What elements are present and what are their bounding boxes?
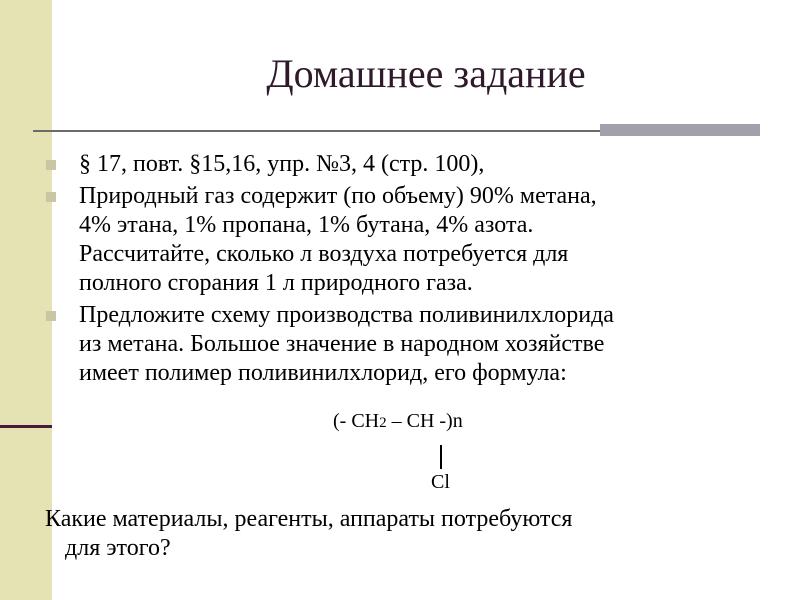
pvc-formula xyxy=(333,409,463,435)
bullet-line: Предложите схему производства поливинилхлорида xyxy=(79,302,614,328)
bullet-item-homework xyxy=(45,150,765,179)
slide-title: Домашнее задание xyxy=(266,51,586,96)
formula-rest: – CH -)n xyxy=(386,410,463,432)
bullet-line: § 17, повт. §15,16, упр. №3, 4 (стр. 100), xyxy=(79,151,485,177)
title-divider-accent xyxy=(600,124,760,136)
bullet-list xyxy=(45,150,765,391)
bullet-line: из метана. Большое значение в народном хозяйстве xyxy=(79,331,605,357)
formula-substituent: Cl xyxy=(431,471,450,493)
bullet-item-gas-problem xyxy=(45,182,765,298)
formula-open: (- CH xyxy=(333,410,380,432)
bullet-square-icon xyxy=(46,160,56,170)
bullet-line: 4% этана, 1% пропана, 1% бутана, 4% азота. xyxy=(79,212,534,238)
bullet-line: имеет полимер поливинилхлорид, его формула: xyxy=(79,360,567,386)
bullet-square-icon xyxy=(46,311,56,321)
left-accent-rule xyxy=(0,425,52,428)
bullet-item-pvc-scheme xyxy=(45,301,765,388)
question-line: для этого? xyxy=(65,535,171,561)
closing-question xyxy=(45,505,765,563)
bullet-line: полного сгорания 1 л природного газа. xyxy=(79,270,473,296)
formula-bond-line xyxy=(440,445,442,469)
bullet-square-icon xyxy=(46,192,56,202)
bullet-line: Природный газ содержит (по объему) 90% метана, xyxy=(79,183,597,209)
bullet-line: Рассчитайте, сколько л воздуха потребуется для xyxy=(79,241,569,267)
formula-subscript: 2 xyxy=(379,415,387,431)
question-line: Какие материалы, реагенты, аппараты потребуются xyxy=(45,506,573,532)
